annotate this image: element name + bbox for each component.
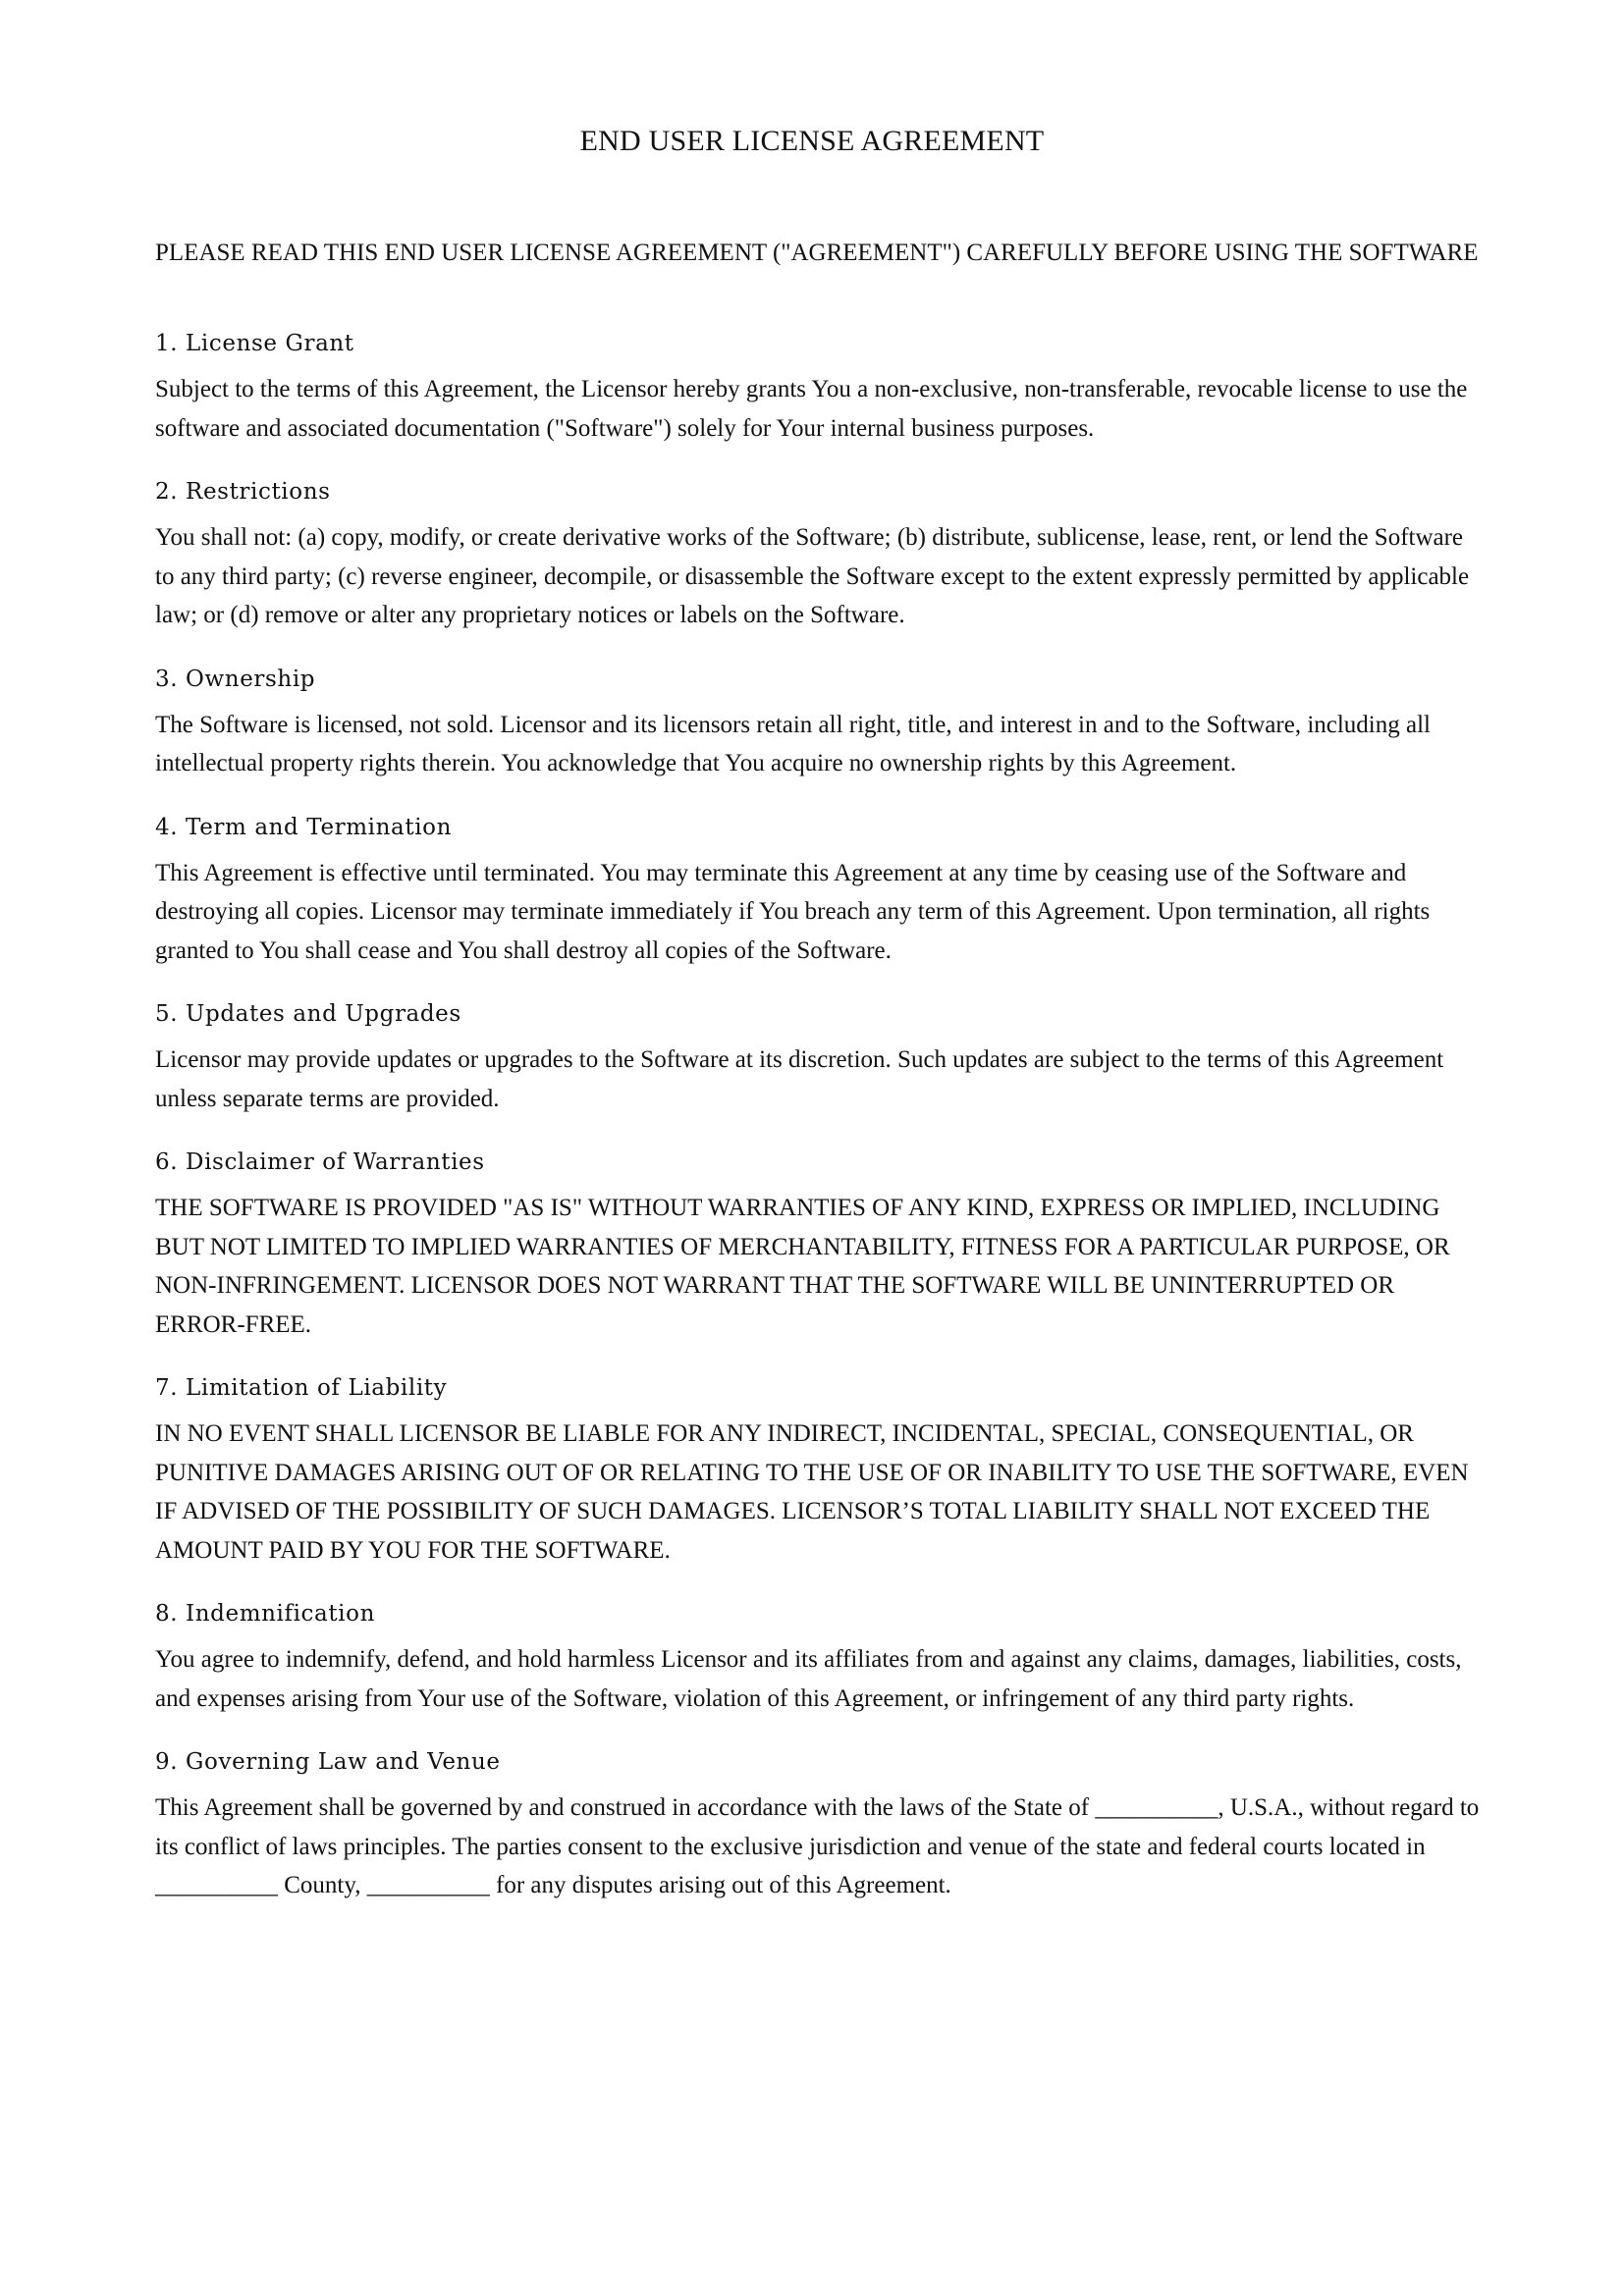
section-indemnification [155,1597,1481,1718]
document-title: END USER LICENSE AGREEMENT [579,125,1045,157]
section-text: Licensor may provide updates or upgrades to the Software at its discretion. Such updates are subject to the terms of this Agreement unless separate terms are provided. [155,1046,1444,1112]
section-restrictions [155,475,1481,635]
section-heading: 1. License Grant [155,331,354,356]
section-heading: 5. Updates and Upgrades [155,1001,461,1027]
section-text: Subject to the terms of this Agreement, the Licensor hereby grants You a non-exclusive, non-transferable, revocable license to use the software and associated documentation ("Software") solely for Your internal business purposes. [155,376,1468,442]
section-heading: 3. Ownership [155,666,316,692]
section-updates-and-upgrades [155,997,1481,1118]
section-license-grant [155,327,1481,448]
section-heading: 7. Limitation of Liability [155,1375,448,1401]
document-body [155,327,1481,1933]
section-text: The Software is licensed, not sold. Licensor and its licensors retain all right, title, and interest in and to the Software, including all intellectual property rights therein. You acknowledge that You acquire no ownership rights by this Agreement. [155,711,1431,776]
section-heading: 4. Term and Termination [155,814,453,840]
section-heading: 6. Disclaimer of Warranties [155,1149,485,1175]
section-term-and-termination [155,811,1481,971]
section-disclaimer-of-warranties [155,1146,1481,1344]
section-text: This Agreement is effective until terminated. You may terminate this Agreement at any time by ceasing use of the Software and destroying all copies. Licensor may terminate immediately if You breach any term of this Agreement. Upon termination, all rights granted to You shall cease and You shall destroy all copies of the Software. [155,859,1431,964]
section-heading: 9. Governing Law and Venue [155,1749,501,1775]
section-text: You agree to indemnify, defend, and hold harmless Licensor and its affiliates from and against any claims, damages, liabilities, costs, and expenses arising from Your use of the Software, violation of this Agreement, or infringement of any third party rights. [155,1646,1462,1712]
section-limitation-of-liability [155,1371,1481,1570]
section-ownership [155,663,1481,783]
section-heading: 2. Restrictions [155,479,331,505]
preamble-text: PLEASE READ THIS END USER LICENSE AGREEMENT ("AGREEMENT") CAREFULLY BEFORE USING THE SOFTWARE [155,240,1479,266]
section-heading: 8. Indemnification [155,1601,375,1627]
section-text: This Agreement shall be governed by and construed in accordance with the laws of the State of __________, U.S.A., without regard to its conflict of laws principles. The parties consent to the exclusive jurisdiction and venue of the state and federal courts located in __________ County, __________ for any disputes arising out of this Agreement. [155,1794,1480,1898]
section-governing-law-and-venue [155,1745,1481,1905]
section-text: IN NO EVENT SHALL LICENSOR BE LIABLE FOR ANY INDIRECT, INCIDENTAL, SPECIAL, CONSEQUENTIAL, OR PUNITIVE DAMAGES ARISING OUT OF OR RELATING TO THE USE OF OR INABILITY TO USE THE SOFTWARE, EVEN IF ADVISED OF THE POSSIBILITY OF SUCH DAMAGES. LICENSOR’S TOTAL LIABILITY SHALL NOT EXCEED THE AMOUNT PAID BY YOU FOR THE SOFTWARE. [155,1420,1469,1564]
section-text: THE SOFTWARE IS PROVIDED "AS IS" WITHOUT WARRANTIES OF ANY KIND, EXPRESS OR IMPLIED, INCLUDING BUT NOT LIMITED TO IMPLIED WARRANTIES OF MERCHANTABILITY, FITNESS FOR A PARTICULAR PURPOSE, OR NON-INFRINGEMENT. LICENSOR DOES NOT WARRANT THAT THE SOFTWARE WILL BE UNINTERRUPTED OR ERROR-FREE. [155,1195,1450,1338]
section-text: You shall not: (a) copy, modify, or create derivative works of the Software; (b) distribute, sublicense, lease, rent, or lend the Software to any third party; (c) reverse engineer, decompile, or disassemble the Software except to the extent expressly permitted by applicable law; or (d) remove or alter any proprietary notices or labels on the Software. [155,524,1470,628]
